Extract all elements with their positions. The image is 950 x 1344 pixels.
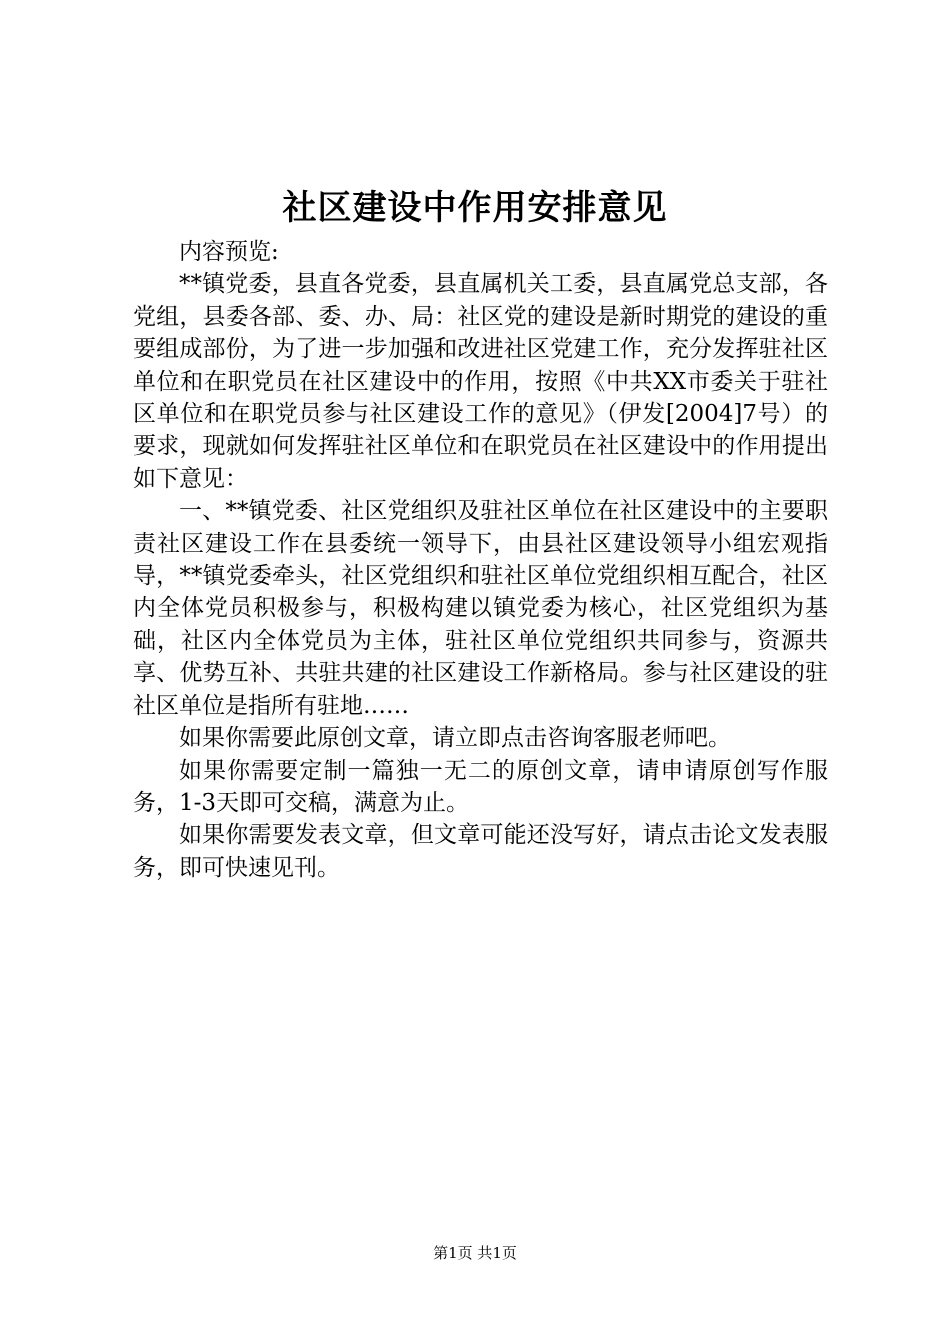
body-paragraph: 一、**镇党委、社区党组织及驻社区单位在社区建设中的主要职责社区建设工作在县委统一领导下，由县社区建设领导小组宏观指导，**镇党委牵头，社区党组织和驻社区单位党组织相互配合，社区内全体党员积极参与，积极构建以镇党委为核心，社区党组织为基础，社区内全体党员为主体，驻社区单位党组织共同参与，资源共享、优势互补、共驻共建的社区建设工作新格局。参与社区建设的驻社区单位是指所有驻地…… [133, 498, 828, 719]
preview-label: 内容预览: [179, 239, 279, 265]
document-body [133, 236, 828, 884]
publish-paragraph: 如果你需要发表文章，但文章可能还没写好，请点击论文发表服务，即可快速见刊。 [133, 822, 828, 881]
consult-paragraph: 如果你需要此原创文章，请立即点击咨询客服老师吧。 [179, 725, 731, 752]
custom-writing-paragraph: 如果你需要定制一篇独一无二的原创文章，请申请原创写作服务，1-3天即可交稿，满意为止。 [133, 757, 828, 816]
body-paragraph: **镇党委，县直各党委，县直属机关工委，县直属党总支部，各党组，县委各部、委、办、局：社区党的建设是新时期党的建设的重要组成部份，为了进一步加强和改进社区党建工作，充分发挥驻社区单位和在职党员在社区建设中的作用，按照《中共XX市委关于驻社区单位和在职党员参与社区建设工作的意见》（伊发[2004]7号）的要求，现就如何发挥驻社区单位和在职党员在社区建设中的作用提出如下意见： [133, 271, 828, 492]
page-number-footer: 第1页 共1页 [433, 1244, 517, 1262]
document-title: 社区建设中作用安排意见 [282, 188, 668, 228]
